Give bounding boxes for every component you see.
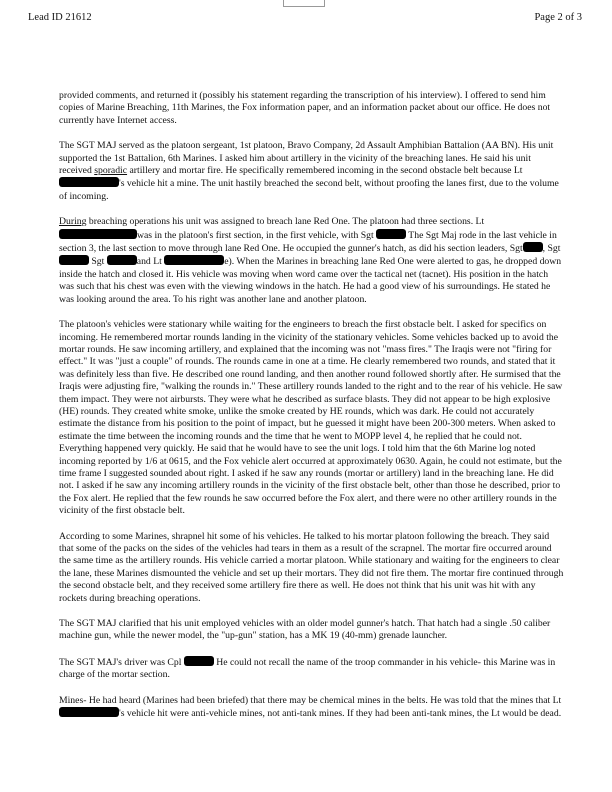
paragraph [59,140,564,203]
redaction-block [59,255,89,265]
redaction-block [184,656,214,666]
text-segment: e). When the Marines in breaching lane Red One were alerted to gas, he dropped down inside the hatch and closed it. His vehicle was moving when word came over the tactical net (tacnet). His position in the hatch was such that his chest was even with the viewing windows in the hatch. He had a good view of his surroundings. He stated he was looking around the area. To his right was another lane and another platoon. [59,256,562,305]
text-segment: 's vehicle hit a mine. The unit hastily breached the second belt, without proofing the lanes first, due to the volume of incoming. [59,178,559,202]
redaction-block [107,255,137,265]
document-body [59,90,564,733]
text-segment: 's vehicle hit were anti-vehicle mines, not anti-tank mines. If they had been anti-tank mines, the Lt would be dead. [119,708,562,720]
text-segment: , Sgt [542,243,561,255]
text-segment: provided comments, and returned it (possibly his statement regarding the transcription of his interview). I offered to send him copies of Marine Breaching, 11th Marines, the Fox information paper, and an information packet about our office. He does not currently have Internet access. [59,90,551,126]
text-segment: and Lt [136,256,165,268]
underlined-text: sporadic [94,165,128,177]
text-segment: The Sgt Maj rode in the last vehicle in section 3, the last section to move through lane Red One. He occupied the gunner's hatch, as did his section leaders, Sgt [59,229,557,255]
redaction-block [164,255,224,265]
redaction-block [523,242,543,252]
paragraph [59,618,564,643]
text-segment: Sgt [89,256,107,268]
header-mark [283,0,325,7]
redaction-block [59,177,119,187]
text-segment: artillery and mortar fire. He specifically remembered incoming in the second obstacle belt because Lt [127,165,523,177]
text-segment: was in the platoon's first section, in the first vehicle, with Sgt [137,229,377,241]
text-segment: The SGT MAJ's driver was Cpl [59,656,184,668]
text-segment: The SGT MAJ served as the platoon sergeant, 1st platoon, Bravo Company, 2d Assault Amphibian Battalion (AA BN). His unit supported the 1st Battalion, 6th Marines. I asked him about artillery in the vicinity of the breaching lanes. He said his unit received [59,140,554,177]
redaction-block [59,229,137,239]
text-segment: breaching operations his unit was assigned to breach lane Red One. The platoon had three sections. Lt [86,216,485,228]
text-segment: According to some Marines, shrapnel hit some of his vehicles. He talked to his mortar platoon following the breach. They said that some of the packs on the sides of the vehicles had tears in them as a result of the scrapnel. The mortar fire occurred around the same time as the artillery rounds. His vehicle carried a mortar platoon. While stationary and waiting for the engineers to clear the lane, these Marines dismounted the vehicle and set up their mortars. They did not fire them. The mortar fire continued through the second obstacle belt, and they received some artillery fire there as well. He does not think that his unit was hit with any rockets during breaching operations. [59,530,564,604]
paragraph [59,216,564,306]
text-segment: The platoon's vehicles were stationary while waiting for the engineers to breach the first obstacle belt. I asked for specifics on incoming. He remembered mortar rounds landing in the vicinity of the stationary vehicles. Some vehicles backed up to avoid the mortar rounds. He saw incoming artillery, and explained that the incoming was not "mass fires." The Iraqis were not "firing for effect." It was "just a couple" of rounds. The rounds came in one at a time. He clearly remembered two rounds, and stated that it was definitely less than five. He described one round landing, and then another round followed shortly after. He surmised that the Iraqis were adjusting fire, "walking the rounds in." These artillery rounds landed to the right and to the rear of his vehicle. He saw them impact. They were not airbursts. They were what he described as surface blasts. They did not appear to be high explosive (HE) rounds. They created white smoke, unlike the smoke created by HE rounds, which was dark. He could not accurately estimate the distance from his position to the point of impact, but he guessed it might have been 200-300 meters. When asked to estimate the time between the incoming rounds and the time that he went to MOPP level 4, he replied that he could not. Everything happened very quickly. He said that he would have to see the unit logs. I told him that the 6th Marine log noted incoming reported by 1/6 at 0615, and the Fox vehicle alert occurred at approximately 0630. Again, he could not estimate, but the time frame I suggested sounded about right. I asked if he saw any rounds (mortar or artillery) land in the breaching lane. He did not. I asked if he saw any incoming artillery rounds in the vicinity of the first obstacle belt, other than those he described, prior to the Fox alert. He replied that the few rounds he saw occurred before the Fox alert, and there were no other artillery rounds in the vicinity of the first obstacle belt. [59,319,563,517]
underlined-text: During [59,216,87,228]
redaction-block [376,229,406,239]
paragraph [59,656,564,682]
paragraph [59,531,564,605]
page-number: Page 2 of 3 [534,12,582,23]
text-segment: The SGT MAJ clarified that his unit employed vehicles with an older model gunner's hatch. That hatch had a single .50 caliber machine gun, while the newer model, the "up-gun" station, has a MK 19 (40-mm) grenade launcher. [59,618,551,642]
lead-id: Lead ID 21612 [28,12,92,23]
text-segment: Mines- He had heard (Marines had been briefed) that there may be chemical mines in the belts. He was told that the mines that Lt [59,694,562,706]
paragraph [59,695,564,721]
paragraph [59,319,564,518]
redaction-block [59,707,119,717]
text-segment: He could not recall the name of the troop commander in his vehicle- this Marine was in charge of the mortar section. [59,656,556,681]
paragraph [59,90,564,127]
